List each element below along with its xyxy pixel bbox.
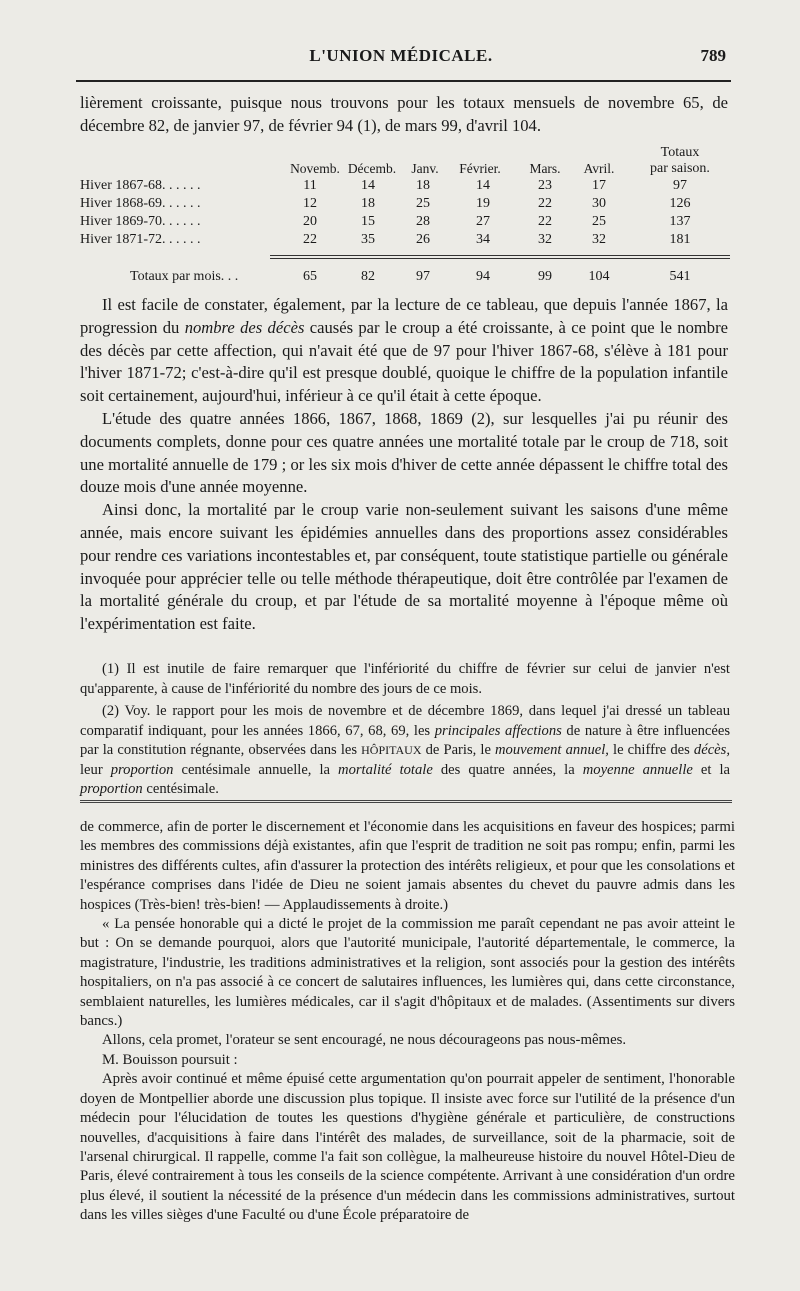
table-cell: 11 xyxy=(303,178,317,193)
intro-paragraph xyxy=(80,92,728,138)
italic-run: proportion xyxy=(80,781,143,797)
table-rule xyxy=(270,258,730,259)
intro-text: lièrement croissante, puisque nous trouvons pour les totaux mensuels de novembre 65, de décembre 82, de janvier 97, de février 94 (1), de mars 99, d'avril 104. xyxy=(80,93,728,135)
table-row xyxy=(80,178,730,196)
col-header-avril: Avril. xyxy=(583,161,615,176)
footnotes xyxy=(80,660,730,803)
text-run: Il est facile de constater, également, par la lecture de ce tableau, que depuis l'année 1867, la progression du xyxy=(80,295,728,337)
table-cell: 82 xyxy=(361,269,375,284)
table-cell: 19 xyxy=(476,196,490,211)
smallcaps-run: HÔPITAUX xyxy=(361,743,422,757)
table-cell: 97 xyxy=(416,269,430,284)
feuilleton-text xyxy=(80,818,735,1226)
body-paragraphs xyxy=(80,294,728,636)
row-label: Hiver 1867-68. . . . . . xyxy=(80,178,201,193)
text-run: leur xyxy=(80,761,111,778)
table-cell: 28 xyxy=(416,214,430,229)
col-header-mars: Mars. xyxy=(529,161,561,176)
col-header-novemb: Novemb. xyxy=(290,161,340,176)
totals-label: Totaux par mois. . . xyxy=(130,269,239,284)
table-cell: 12 xyxy=(303,196,317,211)
table-cell: 97 xyxy=(673,178,687,193)
table-cell: 32 xyxy=(538,232,552,247)
table-cell: 20 xyxy=(303,214,317,229)
totals-row xyxy=(80,269,730,287)
table-cell: 126 xyxy=(669,196,691,211)
footnote-1: (1) Il est inutile de faire remarquer que l'infériorité du chiffre de février sur celui de janvier n'est qu'apparente, à cause de l'infériorité du nombre des jours de ce mois. xyxy=(80,661,730,697)
table-cell: 22 xyxy=(538,196,552,211)
table-cell: 27 xyxy=(476,214,490,229)
table-cell: 34 xyxy=(476,232,490,247)
footnote-2 xyxy=(80,702,730,800)
lower-paragraph-5: Après avoir continué et même épuisé cette argumentation qu'on pourrait appeler de sentiment, l'honorable doyen de Montpellier aborde une discussion plus topique. Il insiste avec force sur l'utilité de la présence d'un médecin pour l'élucidation de toutes les questions d'hygiène générale et particulière, de constructions nouvelles, d'acquisitions à faire dans l'intérêt des malades, de surveillance, soit de la pharmacie, soit de l'arsenal chirurgical. Il rappelle, comme l'a fait son collègue, la malheureuse histoire du nouvel Hôtel-Dieu de Paris, élevé contrairement à tous les conseils de la science compétente. Arrivant à une considération d'un ordre plus élevé, il soutient la nécessité de la présence d'un médecin dans les commissions administratives, surtout dans les villes sièges d'une Faculté ou d'une École préparatoire de xyxy=(80,1071,735,1224)
running-title: L'UNION MÉDICALE. xyxy=(309,46,493,65)
table-row xyxy=(80,196,730,214)
paragraph-croissance xyxy=(80,294,728,408)
paragraph-conclusion: Ainsi donc, la mortalité par le croup varie non-seulement suivant les saisons d'une même année, mais encore suivant les épidémies annuelles dans des proportions assez considérables pour rendre ces variations incontestables et, par conséquent, toute statistique partielle ou générale invoquée pour apprécier telle ou telle méthode thérapeutique, doit être contrôlée par l'examen de la mortalité générale du croup, et par l'étude de sa mortalité moyenne à l'époque même où l'expérimentation est faite. xyxy=(80,500,728,634)
header-rule xyxy=(76,80,731,82)
lower-paragraph-3: Allons, cela promet, l'orateur se sent encouragé, ne nous décourageons pas nous-mêmes. xyxy=(102,1032,627,1049)
table-cell: 26 xyxy=(416,232,430,247)
lower-paragraph-2: « La pensée honorable qui a dicté le projet de la commission me paraît cependant ne pas avoir atteint le but : On se demande pourquoi, alors que l'autorité municipale, l'autorité départementale, le commerce, la magistrature, l'industrie, les traditions administratives et la religion, sont associés pour la gestion des intérêts hospitaliers, on n'a pas associé à ce concert de salutaires influences, les lumières qui, dans cette circonstance, semblaient naturelles, les lumières médicales, car il s'agit d'hôpitaux et de malades. (Assentiments sur divers bancs.) xyxy=(80,916,735,1030)
table-cell: 35 xyxy=(361,232,375,247)
lower-paragraph-4: M. Bouisson poursuit : xyxy=(102,1051,238,1068)
table-cell: 14 xyxy=(361,178,375,193)
table-cell: 22 xyxy=(303,232,317,247)
italic-run: mortalité totale xyxy=(338,761,433,778)
section-separator xyxy=(80,800,732,803)
table-cell: 18 xyxy=(361,196,375,211)
table-cell: 30 xyxy=(592,196,606,211)
table-cell: 137 xyxy=(669,214,691,229)
table-cell: 541 xyxy=(669,269,691,284)
table-cell: 65 xyxy=(303,269,317,284)
table-cell: 25 xyxy=(592,214,606,229)
table-cell: 104 xyxy=(588,269,610,284)
italic-run: moyenne annuelle xyxy=(582,761,693,778)
col-header-janv: Janv. xyxy=(411,161,439,176)
text-run: (2) Voy. le rapport pour les mois de novembre et de décembre 1869, dans lequel j'ai dressé un tableau comparatif indiquant, pour les années 1866, 67, 68, 69, les xyxy=(80,703,730,739)
table-cell: 32 xyxy=(592,232,606,247)
lower-paragraph-1: de commerce, afin de porter le discernement et l'économie dans les acquisitions en faveur des hospices; parmi les membres des commissions déjà existantes, afin que l'esprit de tradition ne soit pas rompu; enfin, parmi les ministres des différents cultes, afin d'assurer la protection des intérêts religieux, et pour que les consolations et l'espérance comprises dans l'idée de Dieu ne soient jamais absentes du chevet du pauvre admis dans les hospices (Très-bien! très-bien! — Applaudissements à droite.) xyxy=(80,819,735,913)
row-label: Hiver 1869-70. . . . . . xyxy=(80,214,201,229)
table-cell: 99 xyxy=(538,269,552,284)
table-rule xyxy=(270,255,730,256)
table-cell: 18 xyxy=(416,178,430,193)
text-run: de Paris, le xyxy=(421,742,496,758)
italic-run: décès, xyxy=(693,742,730,758)
table-row xyxy=(80,214,730,232)
italic-run: principales affections xyxy=(434,722,562,739)
text-run: centésimale. xyxy=(142,781,219,797)
table-cell: 22 xyxy=(538,214,552,229)
table-cell: 94 xyxy=(476,269,490,284)
table-cell: 17 xyxy=(592,178,606,193)
italic-run: nombre des décès xyxy=(184,317,305,337)
italic-run: mouvement annuel, xyxy=(495,742,609,758)
totaux-header xyxy=(640,145,720,177)
page-header xyxy=(76,46,726,76)
text-run: centésimale annuelle, la xyxy=(173,761,339,778)
totaux-header-line1: Totaux xyxy=(660,145,700,160)
table-row xyxy=(80,232,730,250)
text-run: de nature à être influencées par la constitution régnante, observées dans les xyxy=(80,722,730,758)
row-label: Hiver 1868-69. . . . . . xyxy=(80,196,201,211)
table-cell: 181 xyxy=(669,232,691,247)
table-cell: 14 xyxy=(476,178,490,193)
italic-run: proportion xyxy=(110,761,174,778)
text-run: causés par le croup a été croissante, à ce point que le nombre des décès par cette affection, qui n'avait été que de 97 pour l'hiver 1867-68, s'élève à 181 pour l'hiver 1871-72; c'est-à-dire qu'il est presque doublé, quoique le chiffre de la population infantile soit certainement, aujourd'hui, inférieur à ce qu'il était à cette époque. xyxy=(80,317,728,406)
table-cell: 23 xyxy=(538,178,552,193)
page-number: 789 xyxy=(700,46,726,65)
text-run: le chiffre des xyxy=(608,742,694,758)
text-run: et la xyxy=(692,761,730,778)
table-cell: 25 xyxy=(416,196,430,211)
totaux-header-line2: par saison. xyxy=(650,161,710,176)
col-header-fevrier: Février. xyxy=(459,161,501,176)
col-header-decemb: Décemb. xyxy=(347,161,397,176)
row-label: Hiver 1871-72. . . . . . xyxy=(80,232,201,247)
paragraph-etude: L'étude des quatre années 1866, 1867, 1868, 1869 (2), sur lesquelles j'ai pu réunir des documents complets, donne pour ces quatre années une mortalité totale par le croup de 718, soit une mortalité annuelle de 179 ; or les six mois d'hiver de cette année dépassent le chiffre total des douze mois d'une année moyenne. xyxy=(80,408,728,497)
text-run: des quatre années, la xyxy=(432,761,583,778)
table-cell: 15 xyxy=(361,214,375,229)
